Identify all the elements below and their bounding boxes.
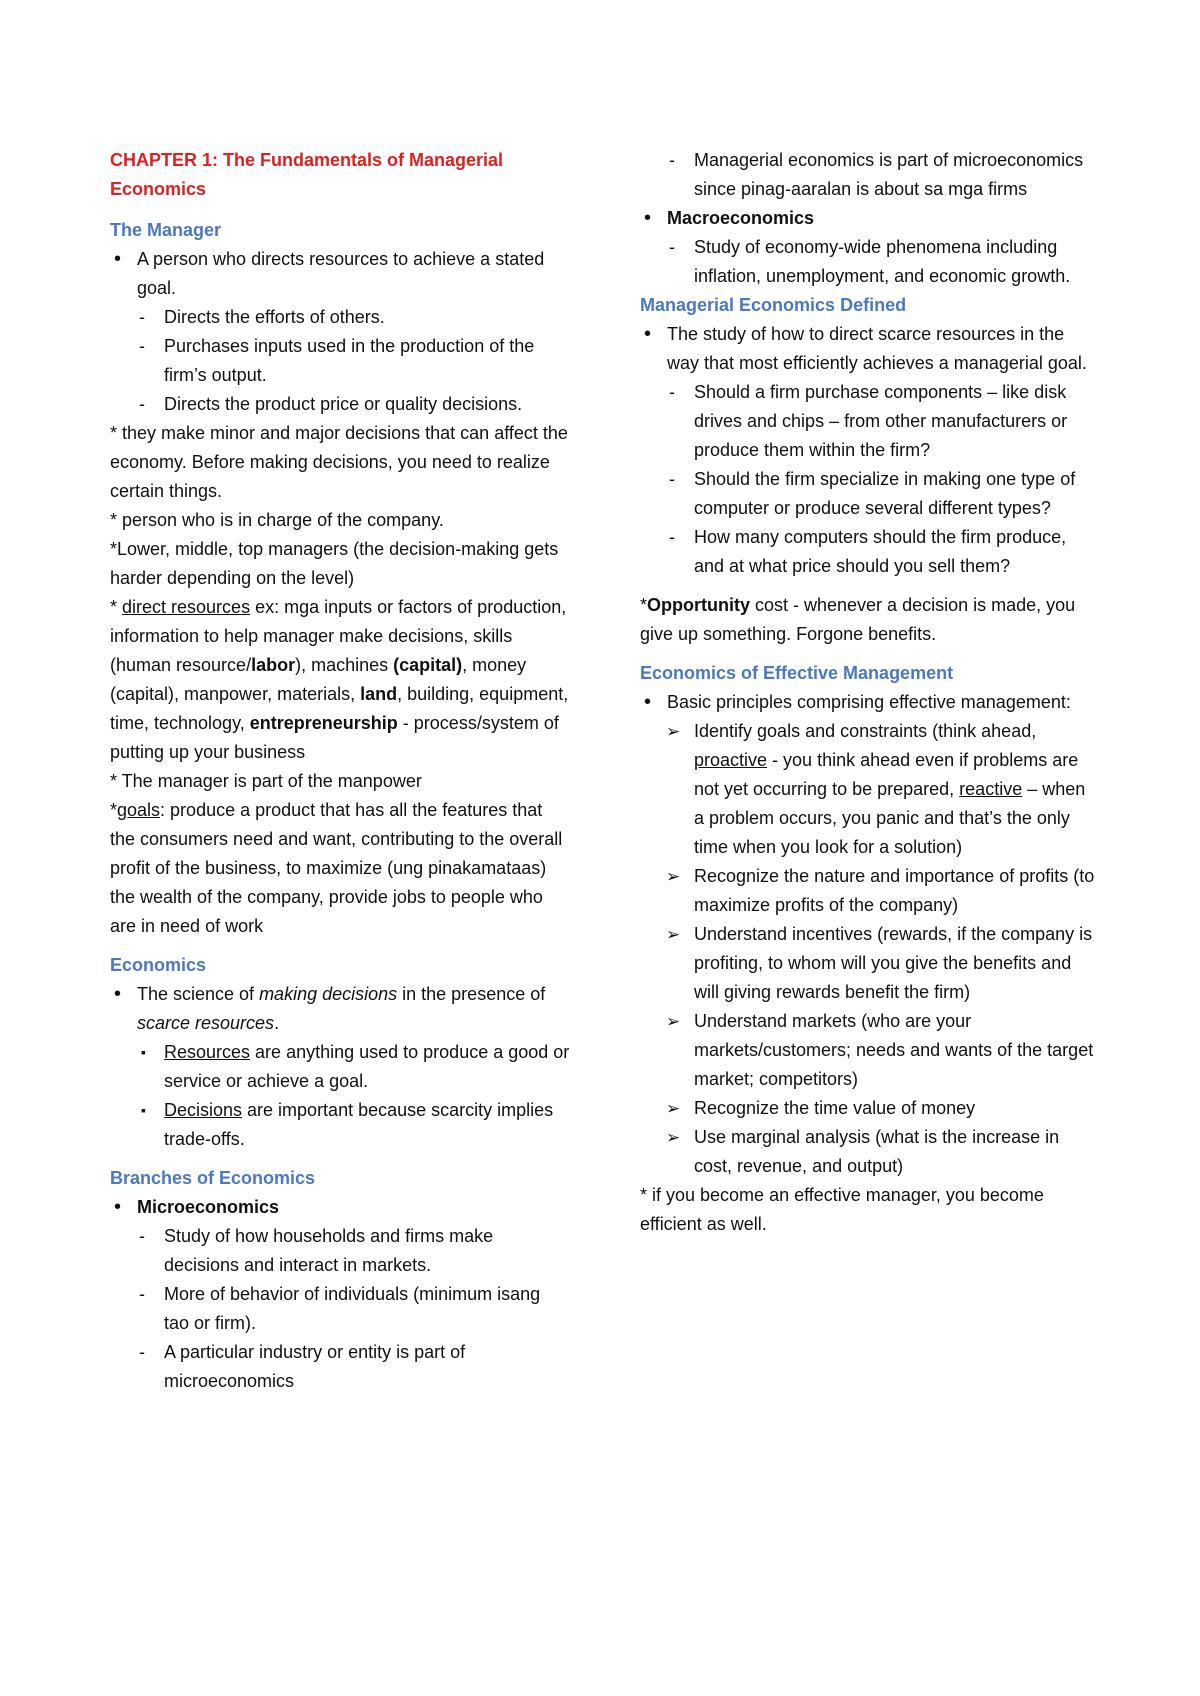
micro-dash-3: - A particular industry or entity is part of microeconomics: [110, 1338, 570, 1396]
effective-bullet: • Basic principles comprising effective management:: [640, 688, 1100, 717]
heading-defined: Managerial Economics Defined: [640, 295, 907, 315]
term-scarce-resources: scarce resources: [137, 1013, 275, 1033]
manager-dash-3: - Directs the product price or quality decisions.: [110, 390, 570, 419]
text: The science of: [137, 984, 260, 1004]
effective-item-4: ➢ Understand markets (who are your markets/customers; needs and wants of the target market; competitors): [640, 1007, 1100, 1094]
effective-item-5: ➢ Recognize the time value of money: [640, 1094, 1100, 1123]
heading-economics: Economics: [110, 955, 207, 975]
manager-note-4: [110, 593, 570, 767]
text: – when a problem occurs, you panic and that’s the only time when you look for a solution): [694, 779, 1086, 857]
macro-dash-1: - Study of economy-wide phenomena including inflation, unemployment, and economic growth.: [640, 233, 1100, 291]
note-prefix: *: [110, 800, 118, 820]
effective-item-2: ➢ Recognize the nature and importance of profits (to maximize profits of the company): [640, 862, 1100, 920]
micro-continued-list: [640, 146, 1100, 291]
micro-dash-1: - Study of how households and firms make decisions and interact in markets.: [110, 1222, 570, 1280]
text: are anything used to produce a good or service or achieve a goal.: [164, 1042, 570, 1091]
micro-bullet: [110, 1193, 570, 1222]
term-labor: labor: [251, 655, 296, 675]
manager-dash-2: - Purchases inputs used in the production of the firm’s output.: [110, 332, 570, 390]
term-capital: (capital): [393, 655, 463, 675]
effective-closing-note: * if you become an effective manager, you become efficient as well.: [640, 1185, 1044, 1234]
left-column: [110, 146, 570, 1396]
term-direct-resources: direct resources: [122, 597, 251, 617]
note-text: - process/system of putting up your business: [110, 713, 559, 762]
text: are important because scarcity implies trade-offs.: [164, 1100, 554, 1149]
term-opportunity: Opportunity: [647, 595, 750, 615]
note-text: , money (capital), manpower, materials,: [110, 655, 527, 704]
text: in the presence of: [397, 984, 546, 1004]
term-reactive: reactive: [959, 779, 1023, 799]
economics-bullet: [110, 980, 570, 1038]
manager-note-3: *Lower, middle, top managers (the decision-making gets harder depending on the level): [110, 539, 559, 588]
defined-list: [640, 320, 1100, 581]
term-making-decisions: making decisions: [259, 984, 398, 1004]
term-resources: Resources: [164, 1042, 251, 1062]
economics-sub-2: [110, 1096, 570, 1154]
note-text: : produce a product that has all the features that the consumers need and want, contributing to the overall profit of the business, to maximize (ung pinakamataas) the wealth of the company, provide jobs to people who are in need of work: [110, 800, 563, 936]
text: .: [274, 1013, 280, 1033]
note-text: , building, equipment, time, technology,: [110, 684, 569, 733]
note-prefix: *: [640, 595, 648, 615]
manager-note-2: * person who is in charge of the company.: [110, 510, 444, 530]
branches-list: [110, 1193, 570, 1396]
effective-item-3: ➢ Understand incentives (rewards, if the company is profiting, to whom will you give the benefits and will giving rewards benefit the firm): [640, 920, 1100, 1007]
term-microeconomics: Microeconomics: [137, 1197, 280, 1217]
micro-dash-4: - Managerial economics is part of microeconomics since pinag-aaralan is about sa mga firms: [640, 146, 1100, 204]
defined-bullet: • The study of how to direct scarce resources in the way that most efficiently achieves a managerial goal.: [640, 320, 1100, 378]
note-text: ), machines: [295, 655, 394, 675]
heading-the-manager: The Manager: [110, 220, 222, 240]
manager-note-5: * The manager is part of the manpower: [110, 771, 422, 791]
term-goals: goals: [117, 800, 161, 820]
note-prefix: *: [110, 597, 123, 617]
note-text: cost - whenever a decision is made, you give up something. Forgone benefits.: [640, 595, 1076, 644]
term-decisions: Decisions: [164, 1100, 243, 1120]
defined-dash-3: - How many computers should the firm produce, and at what price should you sell them?: [640, 523, 1100, 581]
term-land: land: [360, 684, 398, 704]
economics-list: [110, 980, 570, 1154]
right-column: [640, 146, 1100, 1239]
manager-bullet: • A person who directs resources to achieve a stated goal.: [110, 245, 570, 303]
effective-list: [640, 688, 1100, 1181]
term-entrepreneurship: entrepreneurship: [249, 713, 398, 733]
heading-effective: Economics of Effective Management: [640, 663, 954, 683]
term-proactive: proactive: [694, 750, 768, 770]
manager-dash-1: - Directs the efforts of others.: [110, 303, 570, 332]
text: - you think ahead even if problems are not yet occurring to be prepared,: [694, 750, 1079, 799]
micro-dash-2: - More of behavior of individuals (minimum isang tao or firm).: [110, 1280, 570, 1338]
effective-item-1: [640, 717, 1100, 862]
defined-dash-2: - Should the firm specialize in making one type of computer or produce several different types?: [640, 465, 1100, 523]
defined-dash-1: - Should a firm purchase components – like disk drives and chips – from other manufacturers or produce them within the firm?: [640, 378, 1100, 465]
heading-branches: Branches of Economics: [110, 1168, 316, 1188]
chapter-title: CHAPTER 1: The Fundamentals of Managerial Economics: [110, 150, 504, 199]
manager-note-1: * they make minor and major decisions that can affect the economy. Before making decisions, you need to realize certain things.: [110, 423, 568, 501]
note-text: ex: mga inputs or factors of production, information to help manager make decisions, skills (human resource/: [110, 597, 567, 675]
effective-item-6: ➢ Use marginal analysis (what is the increase in cost, revenue, and output): [640, 1123, 1100, 1181]
manager-note-6: [110, 796, 570, 941]
opportunity-note: [640, 591, 1100, 649]
term-macroeconomics: Macroeconomics: [667, 208, 815, 228]
text: Identify goals and constraints (think ahead,: [694, 721, 1037, 741]
economics-sub-1: [110, 1038, 570, 1096]
macro-bullet: [640, 204, 1100, 233]
manager-list: [110, 245, 570, 419]
